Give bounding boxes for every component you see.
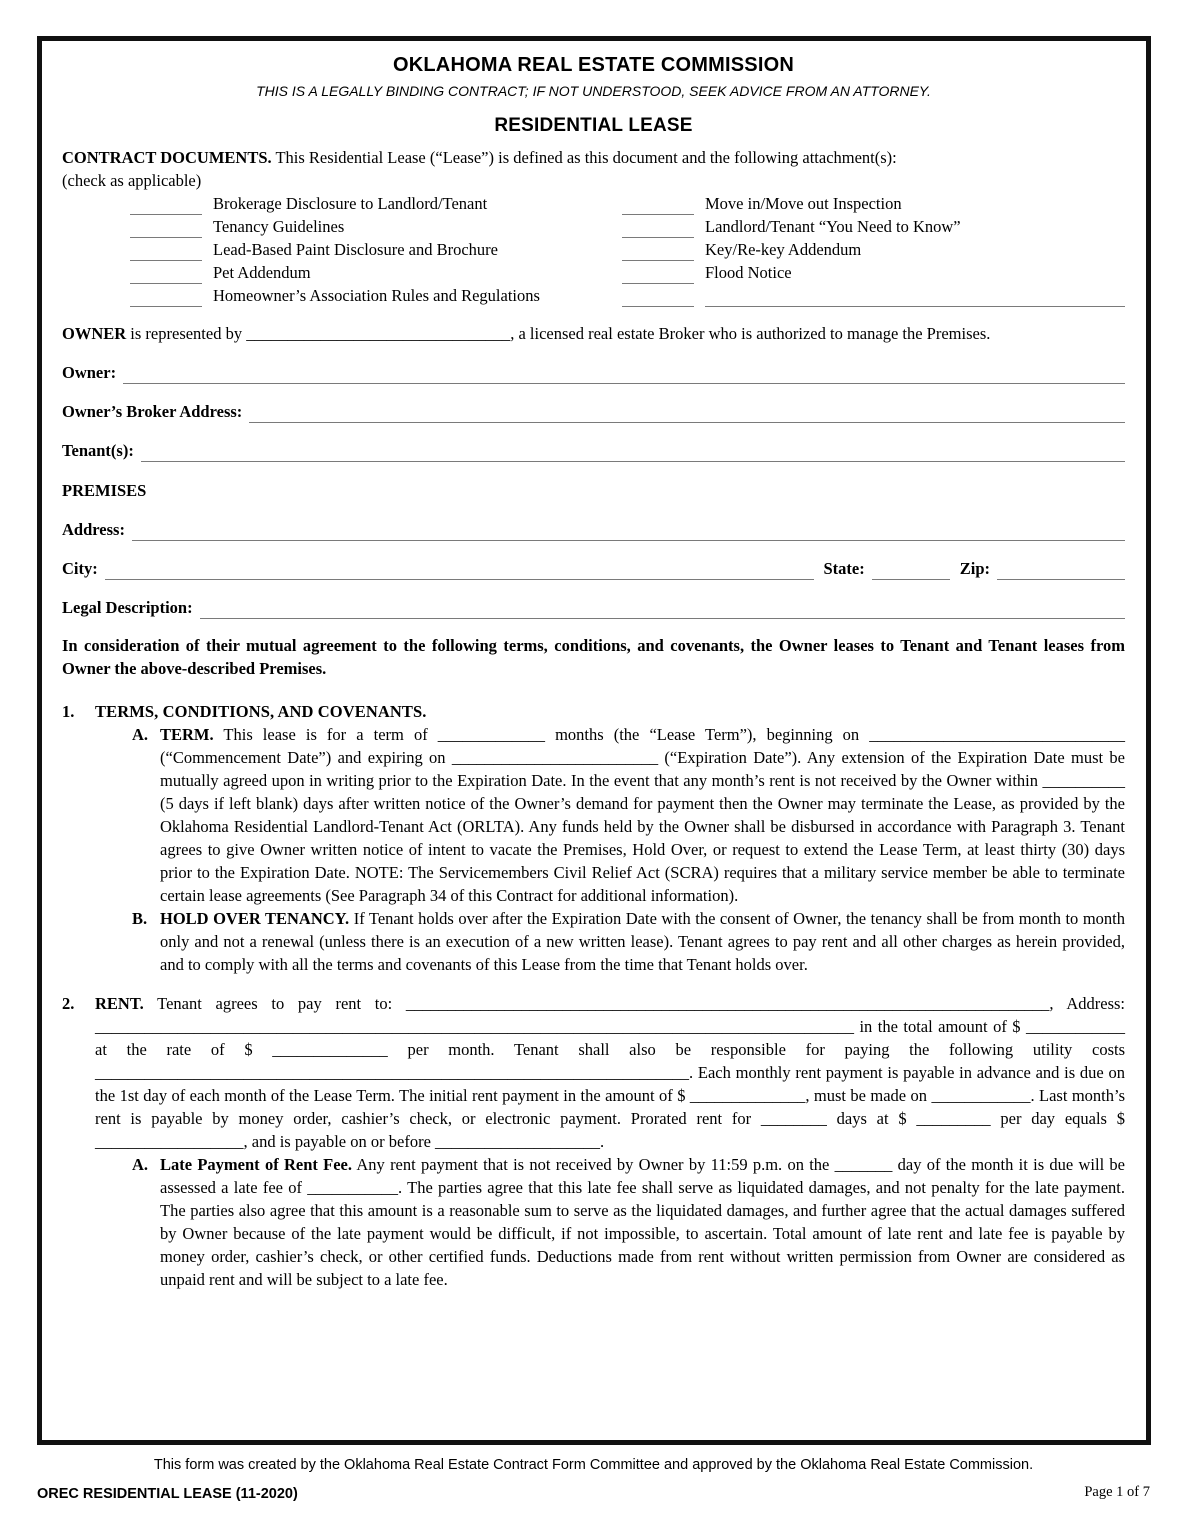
holdover-clause-label: HOLD OVER TENANCY. — [160, 909, 350, 928]
legally-binding-warning: THIS IS A LEGALLY BINDING CONTRACT; IF NOT UNDERSTOOD, SEEK ADVICE FROM AN ATTORNEY. — [256, 83, 931, 99]
tenants-input-line[interactable] — [141, 443, 1125, 462]
page-number: Page 1 of 7 — [1084, 1484, 1150, 1500]
section-2-number: 2. — [62, 994, 75, 1013]
owner-field-label: Owner: — [62, 363, 117, 382]
rent-clause — [62, 992, 1125, 1153]
attachment-label: Brokerage Disclosure to Landlord/Tenant — [213, 194, 488, 213]
owner-label: OWNER — [62, 324, 127, 343]
owner-represented-text: is represented by ________________________________, a licensed real estate Broker who is authorized to manage the Premises. — [126, 324, 991, 343]
attachment-check-line[interactable] — [130, 268, 202, 284]
rent-clause-label: RENT. — [95, 994, 144, 1013]
attachment-row — [62, 215, 1125, 238]
state-label: State: — [823, 559, 865, 578]
attachments-checklist — [62, 192, 1125, 307]
attachment-row — [62, 284, 1125, 307]
section-1-heading — [62, 700, 1125, 723]
term-clause-label: TERM. — [160, 725, 214, 744]
attachment-label: Tenancy Guidelines — [213, 217, 345, 236]
contract-documents-paragraph — [62, 146, 1125, 169]
attachment-label: Flood Notice — [705, 263, 792, 282]
attachment-row — [62, 192, 1125, 215]
holdover-clause-letter: B. — [132, 909, 148, 928]
contract-documents-intro: This Residential Lease (“Lease”) is defined as this document and the following attachment(s): — [275, 148, 897, 167]
zip-input-line[interactable] — [997, 561, 1125, 580]
tenants-field-row — [62, 439, 1125, 462]
attachment-other-input-line[interactable] — [705, 291, 1125, 307]
attachment-check-line[interactable] — [622, 222, 694, 238]
document-border-frame — [37, 36, 1151, 1445]
attachment-check-line[interactable] — [130, 291, 202, 307]
attachment-check-line[interactable] — [622, 268, 694, 284]
legal-description-input-line[interactable] — [200, 600, 1125, 619]
attachment-check-line[interactable] — [130, 245, 202, 261]
attachment-check-line[interactable] — [130, 199, 202, 215]
term-clause — [62, 723, 1125, 907]
zip-label: Zip: — [959, 559, 990, 578]
attachment-label: Homeowner’s Association Rules and Regulations — [213, 286, 540, 305]
section-1-number: 1. — [62, 702, 75, 721]
broker-address-input-line[interactable] — [249, 404, 1125, 423]
late-fee-clause-text: Any rent payment that is not received by Owner by 11:59 p.m. on the _______ day of the month it is due will be assessed a late fee of ___________. The parties agree that this late fee shall serve as liquidated damages, and not penalty for the late payment. The parties also agree that this amount is a reasonable sum to serve as the liquidated damages, and further agree that the actual damages suffered by Owner because of the late payment would be difficult, if not impossible, to ascertain. Total amount of late rent and late fee is payable by money order, cashier’s check, or other certified funds. Deductions made from rent without written permission from Owner are considered as unpaid rent and will be subject to a late fee. — [160, 1155, 1125, 1289]
broker-address-label: Owner’s Broker Address: — [62, 402, 243, 421]
late-fee-clause-letter: A. — [132, 1155, 149, 1174]
city-label: City: — [62, 559, 98, 578]
attachment-check-line[interactable] — [622, 245, 694, 261]
tenants-label: Tenant(s): — [62, 441, 134, 460]
premises-heading: PREMISES — [62, 481, 147, 500]
form-approval-note: This form was created by the Oklahoma Real Estate Contract Form Committee and approved by the Oklahoma Real Estate Commission. — [153, 1457, 1034, 1473]
premises-address-row — [62, 518, 1125, 541]
owner-input-line[interactable] — [123, 365, 1125, 384]
attachment-check-line[interactable] — [622, 291, 694, 307]
commission-title: OKLAHOMA REAL ESTATE COMMISSION — [392, 54, 794, 76]
check-as-applicable-note: (check as applicable) — [62, 171, 202, 190]
term-clause-text: This lease is for a term of _____________ months (the “Lease Term”), beginning on _______________________________ (“Commencement Date”) and expiring on _________________________ (“Expiration Date”). Any extension of the Expiration Date must be mutually agreed upon in writing prior to the Expiration Date. In the event that any month’s rent is not received by the Owner within __________ (5 days if left blank) days after written notice of the Owner’s demand for payment then the Owner may terminate the Lease, as provided by the Oklahoma Residential Landlord-Tenant Act (ORLTA). Any funds held by the Owner shall be disbursed in accordance with Paragraph 3. Tenant agrees to give Owner written notice of intent to vacate the Premises, Hold Over, or request to extend the Lease Term, at least thirty (30) days prior to the Expiration Date. NOTE: The Servicemembers Civil Relief Act (SCRA) requires that a military service member be able to terminate certain lease agreements (See Paragraph 34 of this Contract for additional information). — [160, 725, 1125, 905]
attachment-label: Landlord/Tenant “You Need to Know” — [705, 217, 961, 236]
owner-field-row — [62, 361, 1125, 384]
owner-represented-line — [62, 322, 1125, 345]
contract-documents-label: CONTRACT DOCUMENTS. — [62, 148, 272, 167]
broker-address-field-row — [62, 400, 1125, 423]
term-clause-letter: A. — [132, 725, 149, 744]
consideration-paragraph: In consideration of their mutual agreement to the following terms, conditions, and covenants, the Owner leases to Tenant and Tenant leases from Owner the above-described Premises. — [62, 636, 1125, 678]
attachment-row — [62, 261, 1125, 284]
city-input-line[interactable] — [105, 561, 814, 580]
attachment-row — [62, 238, 1125, 261]
holdover-clause-text: If Tenant holds over after the Expiration Date with the consent of Owner, the tenancy shall be from month to month only and not a renewal (unless there is an execution of a new written lease). Tenant agrees to pay rent and all other charges as herein provided, and to comply with all the terms and covenants of this Lease from the time that Tenant holds over. — [160, 909, 1125, 974]
late-fee-clause-label: Late Payment of Rent Fee. — [160, 1155, 352, 1174]
legal-description-row — [62, 596, 1125, 619]
holdover-clause — [62, 907, 1125, 976]
form-code: OREC RESIDENTIAL LEASE (11-2020) — [37, 1486, 298, 1502]
attachment-check-line[interactable] — [130, 222, 202, 238]
attachment-label: Pet Addendum — [213, 263, 311, 282]
premises-address-label: Address: — [62, 520, 125, 539]
section-1-title: TERMS, CONDITIONS, AND COVENANTS. — [95, 702, 427, 721]
city-state-zip-row — [62, 557, 1125, 580]
state-input-line[interactable] — [872, 561, 950, 580]
form-title: RESIDENTIAL LEASE — [494, 115, 693, 136]
late-fee-clause — [62, 1153, 1125, 1291]
premises-address-input-line[interactable] — [132, 522, 1125, 541]
attachment-label: Lead-Based Paint Disclosure and Brochure — [213, 240, 498, 259]
attachment-check-line[interactable] — [622, 199, 694, 215]
attachment-label: Key/Re-key Addendum — [705, 240, 862, 259]
attachment-label: Move in/Move out Inspection — [705, 194, 902, 213]
legal-description-label: Legal Description: — [62, 598, 193, 617]
rent-clause-text: Tenant agrees to pay rent to: ______________________________________________________________________________, Address: ____________________________________________________________________________________________ in the total amount of $ ____________ at the rate of $ ______________ per month. Tenant shall also be responsible for paying the following utility costs ________________________________________________________________________. Each monthly rent payment is payable in advance and is due on the 1st day of each month of the Lease Term. The initial rent payment in the amount of $ ______________, must be made on ____________. Last month’s rent is payable by money order, cashier’s check, or electronic payment. Prorated rent for ________ days at $ _________ per day equals $ __________________, and is payable on or before ____________________. — [95, 994, 1126, 1151]
